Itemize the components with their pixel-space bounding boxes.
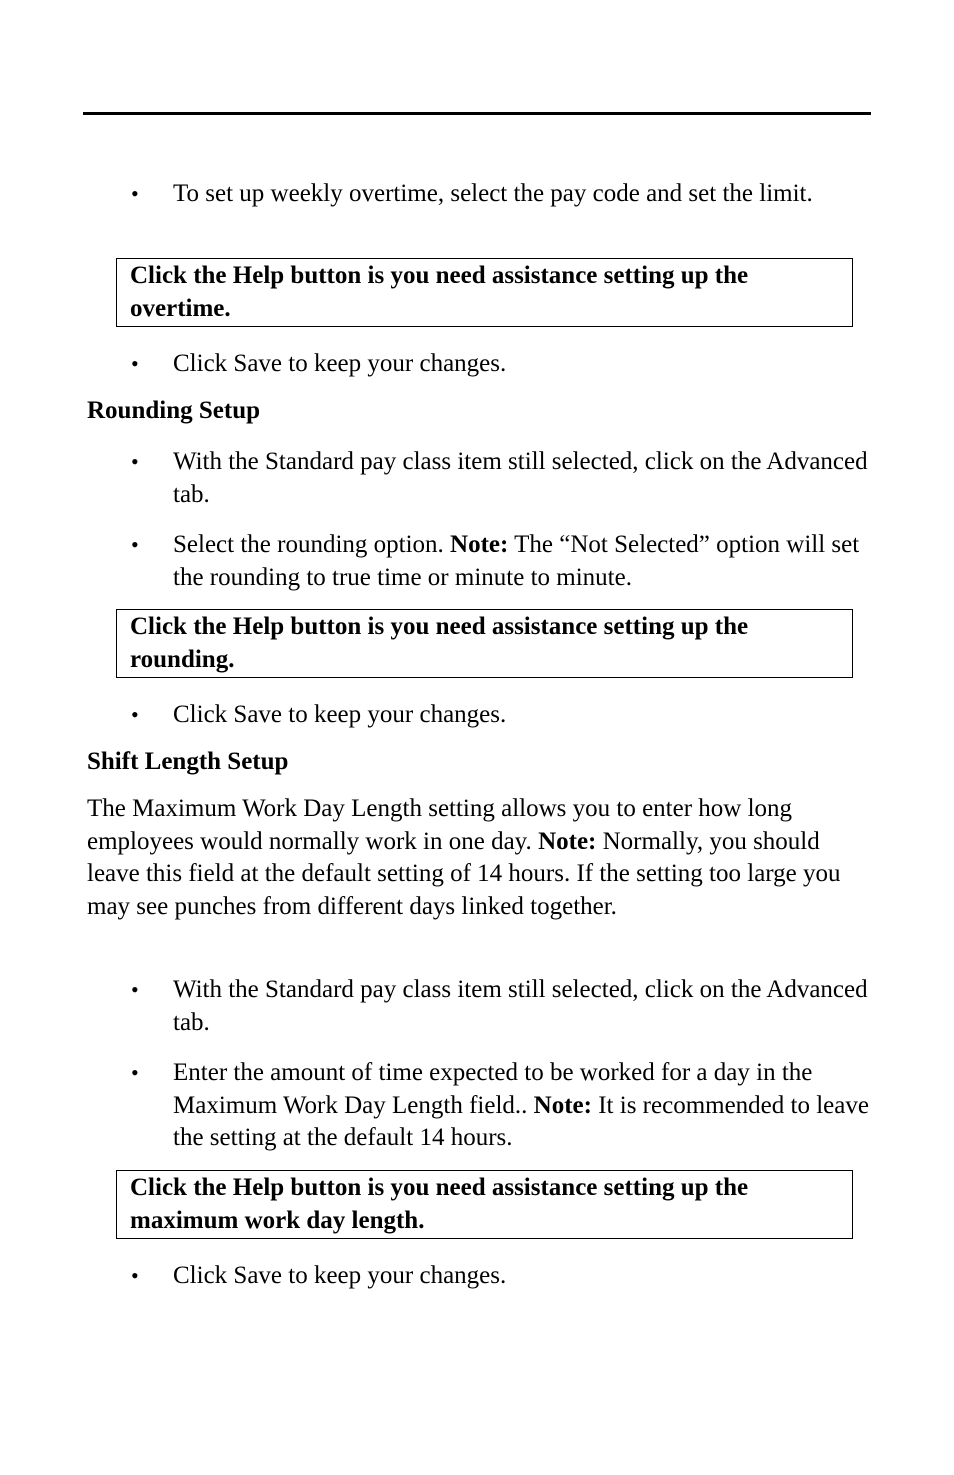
note-label: Note: <box>450 531 509 558</box>
heading-shift-length-setup: Shift Length Setup <box>87 748 289 775</box>
help-note-rounding: Click the Help button is you need assistance setting up the rounding. <box>116 609 853 678</box>
bullet-text: To set up weekly overtime, select the pay code and set the limit. <box>173 180 813 207</box>
bullet-text <box>173 529 873 594</box>
text-segment: Normally, you should leave this field at the default setting of 14 hours. If the setting too large you may see punches from different days linked together. <box>87 827 841 920</box>
bullet-save-1 <box>87 348 877 381</box>
text-segment: Enter the amount of time expected to be worked for a day in the Maximum Work Day Length field.. <box>173 1059 813 1119</box>
header-rule <box>83 112 871 115</box>
bullet-rounding-advanced-tab <box>87 446 877 511</box>
bullet-save-2 <box>87 699 877 732</box>
note-label: Note: <box>533 1091 592 1119</box>
bullet-save-3 <box>87 1260 877 1293</box>
text-segment: It is recommended to leave the setting at the default 14 hours. <box>173 1091 869 1151</box>
text-segment: The “Not Selected” option will set the rounding to true time or minute to minute. <box>173 531 860 591</box>
bullet-icon: • <box>131 977 139 1002</box>
help-note-max-work-day: Click the Help button is you need assistance setting up the maximum work day length. <box>116 1170 853 1239</box>
bullet-rounding-option <box>87 529 877 594</box>
bullet-text: Click Save to keep your changes. <box>173 350 507 377</box>
bullet-icon: • <box>131 181 139 206</box>
text-segment: The Maximum Work Day Length setting allows you to enter how long employees would normally work in one day. <box>87 795 793 855</box>
bullet-text: With the Standard pay class item still selected, click on the Advanced tab. <box>173 976 868 1036</box>
text-segment: Select the rounding option. <box>173 531 451 558</box>
bullet-icon: • <box>131 1060 139 1085</box>
bullet-icon: • <box>131 351 139 376</box>
heading-rounding-setup: Rounding Setup <box>87 397 260 424</box>
note-label: Note: <box>538 827 597 855</box>
shift-length-paragraph <box>87 793 847 923</box>
bullet-icon: • <box>131 1263 139 1288</box>
bullet-shift-advanced-tab <box>87 974 877 1039</box>
help-note-overtime: Click the Help button is you need assistance setting up the overtime. <box>116 258 853 327</box>
bullet-text <box>173 1057 873 1155</box>
bullet-icon: • <box>131 702 139 727</box>
bullet-text: Click Save to keep your changes. <box>173 1262 507 1289</box>
bullet-icon: • <box>131 532 139 557</box>
bullet-text: Click Save to keep your changes. <box>173 701 507 728</box>
bullet-weekly-overtime <box>87 178 877 211</box>
bullet-text: With the Standard pay class item still selected, click on the Advanced tab. <box>173 448 868 508</box>
bullet-max-work-day <box>87 1057 877 1155</box>
bullet-icon: • <box>131 449 139 474</box>
